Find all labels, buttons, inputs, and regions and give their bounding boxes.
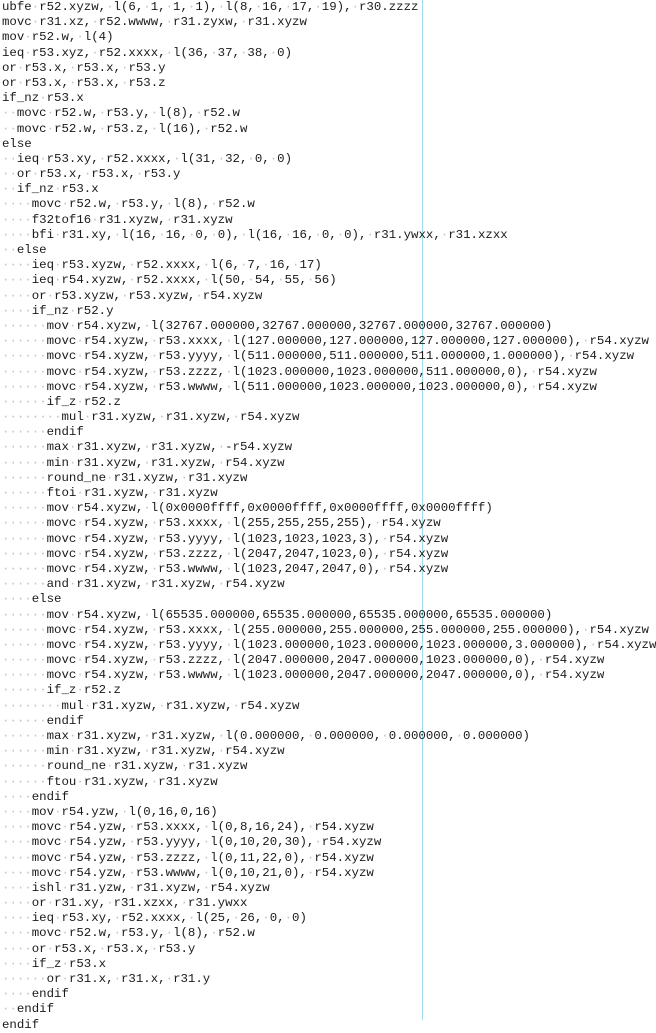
code-line: ······movc·r54.xyzw,·r53.xxxx,·l(255,255,255,255),·r54.xyzw — [2, 516, 441, 531]
code-line: ····else — [2, 592, 62, 607]
code-line: ····ieq·r54.xyzw,·r52.xxxx,·l(50,·54,·55,·56) — [2, 273, 337, 288]
code-line: ······movc·r54.xyzw,·r53.wwww,·l(511.000000,1023.000000,1023.000000,0),·r54.xyzw — [2, 379, 597, 394]
code-line: ······max·r31.xyzw,·r31.xyzw,·-r54.xyzw — [2, 440, 293, 455]
code-line: ····movc·r52.w,·r53.y,·l(8),·r52.w — [2, 197, 255, 212]
code-line: ······endif — [2, 425, 84, 440]
code-line: ······min·r31.xyzw,·r31.xyzw,·r54.xyzw — [2, 455, 285, 470]
code-line: movc·r31.xz,·r52.wwww,·r31.zyxw,·r31.xyzw — [2, 15, 307, 30]
code-line: ······min·r31.xyzw,·r31.xyzw,·r54.xyzw — [2, 744, 285, 759]
code-line: ····ieq·r53.xyzw,·r52.xxxx,·l(6,·7,·16,·17) — [2, 258, 322, 273]
code-line: else — [2, 136, 32, 151]
code-line: ··movc·r52.w,·r53.y,·l(8),·r52.w — [2, 106, 240, 121]
code-line: ····movc·r54.yzw,·r53.zzzz,·l(0,11,22,0),·r54.xyzw — [2, 850, 374, 865]
code-line: ······movc·r54.xyzw,·r53.wwww,·l(1023.000000,2047.000000,2047.000000,0),·r54.xyzw — [2, 668, 605, 683]
code-line: ··or·r53.x,·r53.x,·r53.y — [2, 167, 181, 182]
code-line: ubfe·r52.xyzw,·l(6,·1,·1,·1),·l(8,·16,·17,·19),·r30.zzzz — [2, 0, 419, 14]
code-line: ····or·r31.xy,·r31.xzxx,·r31.ywxx — [2, 896, 248, 911]
code-line: ········mul·r31.xyzw,·r31.xyzw,·r54.xyzw — [2, 410, 300, 425]
code-line: ······movc·r54.xyzw,·r53.zzzz,·l(2047.000000,2047.000000,1023.000000,0),·r54.xyzw — [2, 653, 605, 668]
code-line: ······if_z·r52.z — [2, 683, 121, 698]
code-line: ······movc·r54.xyzw,·r53.yyyy,·l(511.000000,511.000000,511.000000,1.000000),·r54.xyzw — [2, 349, 635, 364]
code-line: mov·r52.w,·l(4) — [2, 30, 114, 45]
code-line: ······if_z·r52.z — [2, 394, 121, 409]
code-line: ······ftou·r31.xyzw,·r31.xyzw — [2, 774, 218, 789]
code-line: ····endif — [2, 987, 69, 1002]
code-line: if_nz·r53.x — [2, 91, 84, 106]
code-line: ····if_nz·r52.y — [2, 303, 114, 318]
code-listing — [2, 0, 656, 1033]
code-line: ······movc·r54.xyzw,·r53.yyyy,·l(1023.000000,1023.000000,1023.000000,3.000000),·r54.xyzw — [2, 637, 656, 652]
code-line: ······movc·r54.xyzw,·r53.zzzz,·l(2047,2047,1023,0),·r54.xyzw — [2, 546, 449, 561]
code-line: ····ishl·r31.yzw,·r31.xyzw,·r54.xyzw — [2, 880, 270, 895]
code-line: or·r53.x,·r53.x,·r53.z — [2, 75, 166, 90]
code-line: ····endif — [2, 789, 69, 804]
code-line: ······round_ne·r31.xyzw,·r31.xyzw — [2, 470, 248, 485]
code-line: ··else — [2, 243, 47, 257]
code-line: ··endif — [2, 1002, 55, 1017]
code-line: ····if_z·r53.x — [2, 956, 107, 971]
code-line: ······movc·r54.xyzw,·r53.xxxx,·l(255.000000,255.000000,255.000000,255.000000),·r54.xyzw — [2, 622, 649, 637]
code-line: ieq·r53.xyz,·r52.xxxx,·l(36,·37,·38,·0) — [2, 45, 293, 60]
code-line: ··movc·r52.w,·r53.z,·l(16),·r52.w — [2, 121, 248, 136]
code-line: ··if_nz·r53.x — [2, 182, 99, 197]
code-line: ······ftoi·r31.xyzw,·r31.xyzw — [2, 486, 218, 500]
code-line: ······endif — [2, 713, 84, 728]
code-line: ······max·r31.xyzw,·r31.xyzw,·l(0.000000,·0.000000,·0.000000,·0.000000) — [2, 729, 530, 743]
code-line: ····movc·r52.w,·r53.y,·l(8),·r52.w — [2, 926, 255, 941]
code-line: ······round_ne·r31.xyzw,·r31.xyzw — [2, 759, 248, 774]
code-line: ······movc·r54.xyzw,·r53.yyyy,·l(1023,1023,1023,3),·r54.xyzw — [2, 531, 449, 546]
code-line: ··ieq·r53.xy,·r52.xxxx,·l(31,·32,·0,·0) — [2, 151, 293, 166]
code-line: ····mov·r54.yzw,·l(0,16,0,16) — [2, 804, 218, 819]
code-line: ······or·r31.x,·r31.x,·r31.y — [2, 972, 211, 986]
code-line: ········mul·r31.xyzw,·r31.xyzw,·r54.xyzw — [2, 698, 300, 713]
code-line: ······movc·r54.xyzw,·r53.xxxx,·l(127.000000,127.000000,127.000000,127.000000),·r54.xyzw — [2, 334, 649, 349]
code-line: ······and·r31.xyzw,·r31.xyzw,·r54.xyzw — [2, 577, 285, 592]
code-line: ····or·r53.x,·r53.x,·r53.y — [2, 941, 196, 956]
code-line: ······mov·r54.xyzw,·l(0x0000ffff,0x0000ffff,0x0000ffff,0x0000ffff) — [2, 501, 493, 516]
code-line: ····movc·r54.yzw,·r53.xxxx,·l(0,8,16,24),·r54.xyzw — [2, 820, 374, 835]
code-line: ······movc·r54.xyzw,·r53.wwww,·l(1023,2047,2047,0),·r54.xyzw — [2, 561, 449, 576]
code-line: ····bfi·r31.xy,·l(16,·16,·0,·0),·l(16,·16,·0,·0),·r31.ywxx,·r31.xzxx — [2, 227, 508, 242]
code-line: ······mov·r54.xyzw,·l(65535.000000,65535.000000,65535.000000,65535.000000) — [2, 607, 553, 622]
code-line: ····f32tof16·r31.xyzw,·r31.xyzw — [2, 212, 233, 227]
code-line: ······mov·r54.xyzw,·l(32767.000000,32767.000000,32767.000000,32767.000000) — [2, 318, 553, 333]
code-line: ····or·r53.xyzw,·r53.xyzw,·r54.xyzw — [2, 288, 263, 303]
code-line: ····movc·r54.yzw,·r53.wwww,·l(0,10,21,0),·r54.xyzw — [2, 865, 374, 880]
code-line: or·r53.x,·r53.x,·r53.y — [2, 60, 166, 75]
code-line: ····movc·r54.yzw,·r53.yyyy,·l(0,10,20,30),·r54.xyzw — [2, 835, 382, 850]
code-line: ····ieq·r53.xy,·r52.xxxx,·l(25,·26,·0,·0) — [2, 911, 307, 926]
code-line: endif — [2, 1017, 40, 1032]
code-line: ······movc·r54.xyzw,·r53.zzzz,·l(1023.000000,1023.000000,511.000000,0),·r54.xyzw — [2, 364, 597, 379]
